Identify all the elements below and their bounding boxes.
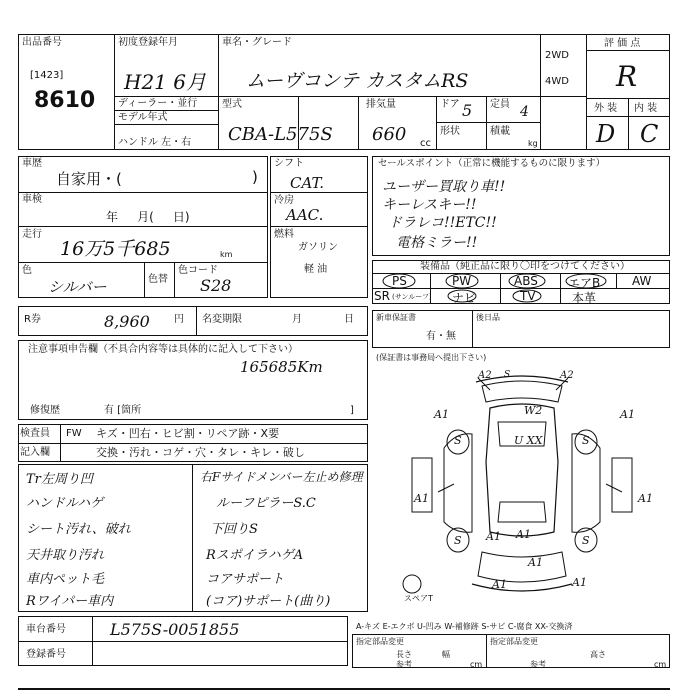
inspector-label-2: 記入欄 xyxy=(20,447,50,458)
color-change-label: 色替 xyxy=(148,274,168,285)
equip-abs: ABS xyxy=(514,274,538,288)
equipment-title: 装備品（純正品に限り〇印をつけてください） xyxy=(420,261,630,272)
color-code-label: 色コード xyxy=(178,265,218,276)
mark-a2-right: A2 xyxy=(560,370,574,381)
equipment-circles xyxy=(372,260,670,304)
notes-title: 注意事項申告欄（不具合内容等は具体的に記入して下さい） xyxy=(28,344,298,355)
fuel-gas: ガソリン xyxy=(298,242,338,253)
door-label: ドア xyxy=(440,99,460,110)
exterior-label: 外 装 xyxy=(594,103,618,114)
recycle-unit: 円 xyxy=(174,314,184,325)
inspector-fw: FW xyxy=(66,428,82,439)
usage-close: ) xyxy=(252,168,258,186)
warranty-frame xyxy=(372,310,670,348)
later-label: 後日品 xyxy=(476,313,500,322)
color-label: 色 xyxy=(22,265,32,276)
equip-sr: SR xyxy=(374,289,390,303)
displacement-value: 660 xyxy=(372,124,407,145)
type-label: 型式 xyxy=(222,99,242,110)
lot-label: 出品番号 xyxy=(22,37,62,48)
mark-a1-rear-1: A1 xyxy=(516,528,531,541)
drive-2wd: 2WD xyxy=(545,50,569,61)
note-right-5: コアサポート xyxy=(206,572,285,587)
legend-codes: A-キズ E-エクボ U-凹み W-補修跡 S-サビ C-腐食 XX-交換済 xyxy=(356,622,573,631)
name-change-month: 月 xyxy=(292,314,302,325)
fuel-light: 軽 油 xyxy=(304,264,328,275)
inspector-line-1: キズ・凹右・ヒビ割・リペア跡・X要 xyxy=(96,427,280,440)
inspection-value: 年 月( 日) xyxy=(106,210,190,224)
mark-u-xx: U XX xyxy=(514,434,543,447)
door-value: 5 xyxy=(462,101,473,120)
shift-label: シフト xyxy=(274,158,304,169)
height-label-2: 高さ xyxy=(590,650,606,659)
registration-label: 登録番号 xyxy=(26,649,66,660)
color-value: シルバー xyxy=(48,278,107,296)
inspector-label-1: 検査員 xyxy=(20,428,50,439)
notes-value: 165685Km xyxy=(240,358,323,376)
inspection-label: 車検 xyxy=(22,194,42,205)
recycle-frame xyxy=(18,306,368,336)
color-code-value: S28 xyxy=(200,276,232,295)
reg-year-label: 初度登録年月 xyxy=(118,37,178,48)
equip-tv: TV xyxy=(520,289,536,303)
mark-s-fl: S xyxy=(454,434,462,447)
handle-label: ハンドル 左・右 xyxy=(118,137,192,148)
mark-s-bumper: S xyxy=(504,370,511,380)
dealer-label: ディーラー・並行 xyxy=(118,98,198,109)
designated-label-1: 指定部品変更 xyxy=(356,637,404,646)
ref-label-2: 参考 xyxy=(530,660,546,669)
equip-ps: PS xyxy=(392,274,407,288)
usage-label: 車歴 xyxy=(22,158,42,169)
width-label-1: 幅 xyxy=(442,650,450,659)
reg-year-value: H21 6月 xyxy=(124,70,206,94)
equip-navi: ナビ xyxy=(452,291,477,305)
selling-points-title: セールスポイント（正常に機能するものに限ります） xyxy=(378,158,606,169)
load-label: 積載 xyxy=(490,126,510,137)
selling-point-4: 電格ミラー!! xyxy=(396,235,478,251)
length-label-1: 長さ xyxy=(396,650,412,659)
name-change-day: 日 xyxy=(344,314,354,325)
mark-a1-rr: A1 xyxy=(572,576,587,589)
score-value: R xyxy=(616,60,638,93)
name-label: 車名・グレード xyxy=(222,37,292,48)
selling-point-3: ドラレコ!!ETC!! xyxy=(388,215,497,231)
lot-sub: [1423] xyxy=(30,70,64,81)
mark-a1-fl: A1 xyxy=(434,408,449,421)
capacity-value: 4 xyxy=(520,104,529,120)
repair-value: 有 [箇所 xyxy=(104,405,142,416)
mark-a1-rear-2: A1 xyxy=(528,556,543,569)
warranty-options: 有・無 xyxy=(426,331,456,342)
mileage-value: 16万5千685 xyxy=(60,238,171,260)
model-year-label: モデル年式 xyxy=(118,112,168,123)
displacement-label: 排気量 xyxy=(366,99,396,110)
mark-s-rr: S xyxy=(582,534,590,547)
note-right-6: (コア)サポート(曲り) xyxy=(206,594,331,609)
mark-a1-fr: A1 xyxy=(620,408,635,421)
equip-pw: PW xyxy=(452,274,472,288)
cm-1: cm xyxy=(470,660,483,669)
mark-a1-rl: A1 xyxy=(492,578,507,591)
ac-value: AAC. xyxy=(286,206,324,224)
drive-4wd: 4WD xyxy=(545,76,569,87)
inspector-line-2: 交換・汚れ・コゲ・穴・タレ・キレ・破し xyxy=(96,446,305,459)
mark-a1-extra: A1 xyxy=(486,530,501,543)
recycle-value: 8,960 xyxy=(104,312,150,331)
chassis-label: 車台番号 xyxy=(26,624,66,635)
capacity-label: 定員 xyxy=(490,99,510,110)
ref-label-1: 参考 xyxy=(396,660,412,669)
selling-point-1: ユーザー買取り車!! xyxy=(382,179,506,195)
note-left-3: シート汚れ、破れ xyxy=(26,522,131,537)
selling-point-2: キーレスキー!! xyxy=(382,197,477,213)
interior-value: C xyxy=(640,120,659,148)
mark-a1-right: A1 xyxy=(638,492,653,505)
designated-label-2: 指定部品変更 xyxy=(490,637,538,646)
equip-airbag: エアB xyxy=(568,276,601,290)
usage-value: 自家用・( xyxy=(56,170,122,188)
note-right-4: RスポイラハゲA xyxy=(206,548,304,563)
note-right-2: ルーフピラーS.C xyxy=(216,496,316,511)
chassis-value: L575S-0051855 xyxy=(110,620,240,639)
equip-sr-sub: (サンルーフ) xyxy=(392,293,432,301)
exterior-value: D xyxy=(596,120,616,148)
type-value: CBA-L575S xyxy=(228,124,333,145)
mark-s-rl: S xyxy=(454,534,462,547)
name-change-label: 名変期限 xyxy=(202,314,242,325)
diagram-note: (保証書は事務局へ提出下さい) xyxy=(376,353,487,362)
note-right-3: 下回りS xyxy=(210,522,258,537)
shift-value: CAT. xyxy=(290,174,325,192)
mark-s-fr: S xyxy=(582,434,590,447)
note-left-4: 天井取り汚れ xyxy=(26,548,105,563)
equip-aw: AW xyxy=(632,274,652,288)
mark-w2: W2 xyxy=(524,404,543,417)
ac-label: 冷房 xyxy=(274,195,294,206)
lot-number: 8610 xyxy=(34,88,96,113)
note-left-1: Tr左周り凹 xyxy=(26,472,93,487)
mileage-label: 走行 xyxy=(22,229,42,240)
equip-leather: 本革 xyxy=(572,291,597,305)
mark-a2-left: A2 xyxy=(478,370,492,381)
displacement-unit: cc xyxy=(420,138,431,149)
recycle-label: R券 xyxy=(24,314,41,325)
fuel-label: 燃料 xyxy=(274,229,294,240)
name-value: ムーヴコンテ カスタムRS xyxy=(246,70,469,92)
warranty-label: 新車保証書 xyxy=(376,313,416,322)
load-unit: kg xyxy=(528,139,538,148)
note-left-5: 車内ペット毛 xyxy=(26,572,105,587)
note-left-6: Rワイパー車内 xyxy=(26,594,114,609)
interior-label: 内 装 xyxy=(634,103,658,114)
mileage-unit: km xyxy=(220,250,233,259)
spare-label: スペアT xyxy=(404,594,433,603)
note-right-1: 右Fサイドメンバー左止め修理 xyxy=(200,470,363,484)
shape-label: 形状 xyxy=(440,126,460,137)
mark-a1-left: A1 xyxy=(414,492,429,505)
repair-label: 修復歴 xyxy=(30,405,60,416)
cm-2: cm xyxy=(654,660,667,669)
car-diagram xyxy=(372,362,670,612)
score-label: 評 価 点 xyxy=(604,38,641,49)
note-left-2: ハンドルハゲ xyxy=(26,496,104,511)
